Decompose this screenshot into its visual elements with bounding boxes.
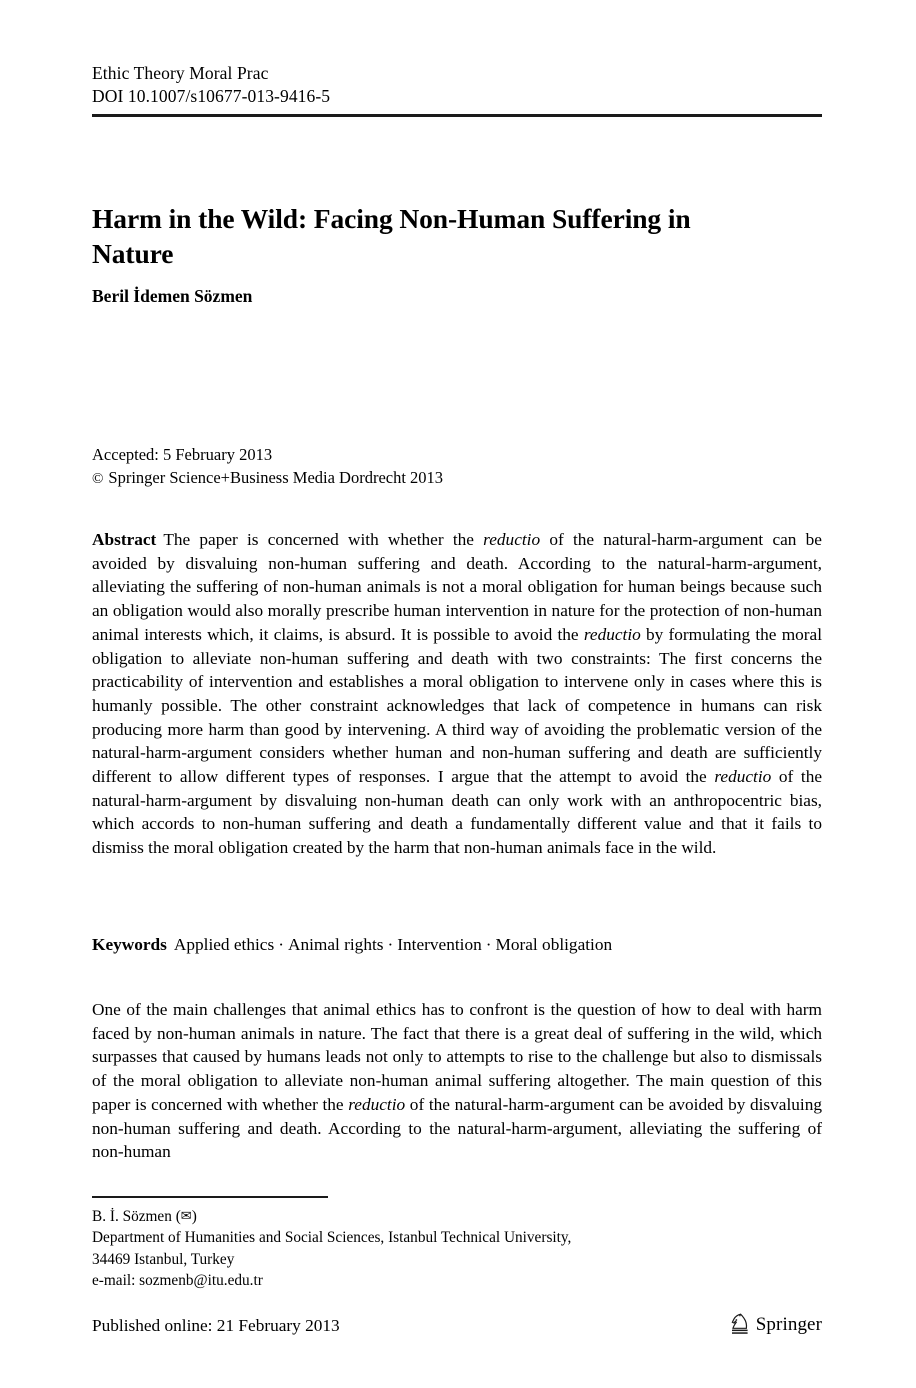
- springer-logo: [729, 1312, 822, 1337]
- page-title: Harm in the Wild: Facing Non-Human Suffering in Nature: [92, 203, 691, 270]
- author-byline: Beril İdemen Sözmen: [92, 286, 253, 306]
- keyword-separator: ·: [387, 935, 394, 954]
- keyword-item: Moral obligation: [495, 935, 613, 954]
- keyword-item: Applied ethics: [173, 935, 275, 954]
- abstract-section: [92, 528, 822, 860]
- copyright-text: Springer Science+Business Media Dordrecht 2013: [108, 467, 444, 487]
- affiliation-line: Department of Humanities and Social Sciences, Istanbul Technical University,: [92, 1229, 572, 1247]
- copyright-icon: ©: [92, 470, 104, 487]
- email-line: e-mail: sozmenb@itu.edu.tr: [92, 1271, 263, 1289]
- publication-info: [92, 444, 732, 490]
- address-line: 34469 Istanbul, Turkey: [92, 1250, 235, 1268]
- footnote-author-prefix: B. İ. Sözmen (: [92, 1208, 181, 1225]
- keywords-label: Keywords: [92, 935, 167, 954]
- page-footer: [92, 1312, 822, 1337]
- keyword-separator: ·: [485, 935, 492, 954]
- abstract-text: The paper is concerned with whether the reductio of the natural-harm-argument can be avoided by disvaluing non-human suffering and death. According to the natural-harm-argument, alleviating the suffering of non-human animals is not a moral obligation for human beings because such an obligation would also morally prescribe human intervention in nature for the protection of non-human animal interests which, it claims, is absurd. It is possible to avoid the reductio by formulating the moral obligation to alleviate non-human suffering and death with two constraints: The first concerns the practicability of intervention and establishes a moral obligation to intervene only in cases where this is humanly possible. The other constraint acknowledges that lack of competence in humans can risk producing more harm than good by intervening. A third way of avoiding the problematic version of the natural-harm-argument considers whether human and non-human suffering and death are sufficiently different to allow different types of responses. I argue that the attempt to avoid the reductio of the natural-harm-argument by disvaluing non-human death can only work with an anthropocentric bias, which accords to non-human suffering and death a fundamentally different value and that it fails to dismiss the moral obligation created by the harm that non-human animals face in the wild.: [92, 530, 823, 858]
- springer-wordmark: Springer: [755, 1313, 822, 1335]
- published-online-date: Published online: 21 February 2013: [92, 1316, 340, 1335]
- accepted-date: Accepted: 5 February 2013: [92, 445, 273, 464]
- journal-name: Ethic Theory Moral Prac: [92, 63, 269, 83]
- keyword-separator: ·: [278, 935, 284, 954]
- header-divider: [92, 114, 822, 117]
- keyword-item: Animal rights: [287, 935, 384, 954]
- keywords-list: [174, 935, 612, 954]
- footnote-block: [92, 1206, 692, 1291]
- corresponding-author-line: [92, 1206, 692, 1227]
- journal-doi: DOI 10.1007/s10677-013-9416-5: [92, 86, 331, 106]
- springer-knight-icon: [729, 1312, 752, 1337]
- footnote-divider: [92, 1196, 328, 1198]
- envelope-icon: ✉: [180, 1209, 192, 1224]
- body-paragraph: One of the main challenges that animal ethics has to confront is the question of how to deal with harm faced by non-human animals in nature. The fact that there is a great deal of suffering in the wild, which surpasses that caused by humans leads not only to attempts to rise to the challenge but also to dismissals of the moral obligation to alleviate non-human animal suffering altogether. The main question of this paper is concerned with whether the reductio of the natural-harm-argument can be avoided by disvaluing non-human suffering and death. According to the natural-harm-argument, alleviating the suffering of non-human: [92, 1000, 822, 1162]
- keywords-section: [92, 933, 822, 957]
- abstract-label: Abstract: [92, 530, 157, 549]
- copyright-line: [92, 467, 732, 491]
- footnote-author-suffix: ): [191, 1208, 197, 1225]
- journal-running-head: [92, 62, 822, 108]
- keyword-item: Intervention: [397, 935, 482, 954]
